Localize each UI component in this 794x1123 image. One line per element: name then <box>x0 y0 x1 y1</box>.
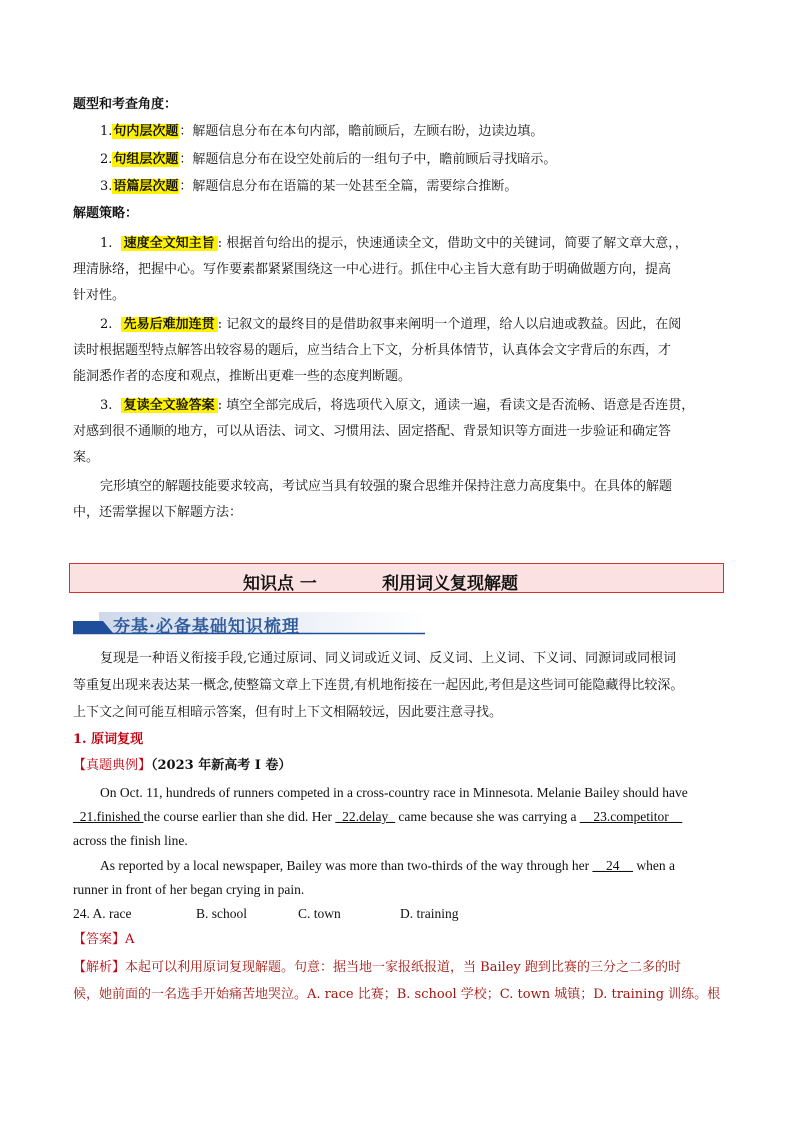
strategy-tag: 先易后难加连贯 <box>121 317 218 332</box>
closing-line-2: 中，还需掌握以下解题方法： <box>73 505 243 520</box>
strategy-num: 2. <box>100 317 113 332</box>
section-header <box>73 609 425 635</box>
strategy-3-line-2: 对感到很不通顺的地方，可以从语法、词文、习惯用法、固定搭配、背景知识等方面进一步验证和确定答 <box>73 424 672 439</box>
intro-line-2: 等重复出现来表达某一概念,使整篇文章上下连贯,有机地衔接在一起因此,考但是这些词可能隐藏得比较深。 <box>73 678 684 693</box>
strategy-2-line-3: 能洞悉作者的态度和观点，推断出更难一些的态度判断题。 <box>73 369 412 384</box>
type-num: 2. <box>100 152 113 167</box>
analysis-tag: 【解析】 <box>73 960 126 975</box>
type-text: ：解题信息分布在语篇的某一处甚至全篇，需要综合推断。 <box>179 179 518 194</box>
passage-line-3: across the finish line. <box>73 833 188 848</box>
strategy-text: : 填空全部完成后，将选项代入原文，通读一遍，看读文是否流畅、语意是否连贯， <box>217 398 695 413</box>
types-heading: 题型和考查角度： <box>73 97 178 112</box>
strategy-2-line-1 <box>100 317 681 333</box>
blank-22: _22.delay_ <box>335 809 396 824</box>
answer-tag: 【答案】 <box>73 932 126 947</box>
example-heading <box>73 758 291 774</box>
type-item-1 <box>100 124 543 140</box>
strategy-3-line-3: 案。 <box>73 450 100 465</box>
analysis-line-2: 候，她前面的一名选手开始痛苦地哭泣。A. race 比赛；B. school 学校；C. town 城镇；D. training 训练。根 <box>73 987 721 1002</box>
passage-text: when a <box>632 858 675 873</box>
closing-line-1: 完形填空的解题技能要求较高，考试应当具有较强的聚合思维并保持注意力高度集中。在具体的解题 <box>100 479 673 494</box>
passage-text: As reported by a local newspaper, Bailey was more than two-thirds of the way through her <box>100 858 593 873</box>
strategy-tag: 速度全文知主旨 <box>121 236 218 251</box>
blank-24: __24__ <box>592 858 633 873</box>
analysis-line-1 <box>73 960 681 976</box>
type-text: ：解题信息分布在本句内部，瞻前顾后，左顾右盼，边读边填。 <box>179 124 544 139</box>
type-item-2 <box>100 152 556 168</box>
type-num: 1. <box>100 124 113 139</box>
option-b: B. school <box>196 906 248 921</box>
example-tag: 【真题典例】 <box>73 758 152 773</box>
analysis-text: 本起可以利用原词复现解题。句意：据当地一家报纸报道，当 Bailey 跑到比赛的三分之二多的时 <box>125 960 681 975</box>
strategy-num: 1. <box>100 236 113 251</box>
passage-text: came because she was carrying a <box>395 809 580 824</box>
strategy-num: 3. <box>100 398 113 413</box>
passage-line-5: runner in front of her began crying in pain. <box>73 882 305 897</box>
blank-23: __23.competitor__ <box>579 809 683 824</box>
example-source: （2023 年新高考 I 卷） <box>151 758 292 773</box>
type-tag: 句组层次题 <box>113 152 179 167</box>
strategy-1-line-3: 针对性。 <box>73 288 126 303</box>
type-num: 3. <box>100 179 113 194</box>
strategy-text: : 记叙文的最终目的是借助叙事来阐明一个道理，给人以启迪或教益。因此，在阅 <box>217 317 682 332</box>
passage-line-2 <box>73 809 682 825</box>
intro-line-3: 上下文之间可能互相暗示答案，但有时上下文相隔较远，因此要注意寻找。 <box>73 705 503 720</box>
type-tag: 句内层次题 <box>113 124 179 139</box>
knowledge-point-banner <box>69 563 724 593</box>
section-title: 夯基·必备基础知识梳理 <box>113 617 300 637</box>
strategy-3-line-1 <box>100 398 694 414</box>
type-item-3 <box>100 179 517 195</box>
subheading-original-word: 1. 原词复现 <box>73 732 144 747</box>
intro-line-1: 复现是一种语义衔接手段,它通过原词、同义词或近义词、反义词、上义词、下义词、同源词或同根词 <box>100 651 677 666</box>
strategy-heading: 解题策略： <box>73 206 139 221</box>
blank-21: _21.finished <box>73 809 144 824</box>
answer-value: A <box>125 932 135 947</box>
banner-label: 知识点 一 <box>243 574 317 594</box>
passage-text: the course earlier than she did. Her <box>143 809 336 824</box>
strategy-1-line-1 <box>100 236 688 252</box>
strategy-text: : 根据首句给出的提示，快速通读全文，借助文中的关键词，简要了解文章大意，， <box>217 236 688 251</box>
option-c: C. town <box>298 906 341 921</box>
strategy-tag: 复读全文验答案 <box>121 398 218 413</box>
option-d: D. training <box>400 906 459 921</box>
answer-line <box>73 932 134 948</box>
type-text: ：解题信息分布在设空处前后的一组句子中，瞻前顾后寻找暗示。 <box>179 152 557 167</box>
passage-line-1: On Oct. 11, hundreds of runners competed in a cross-country race in Minnesota. Melanie Bailey should have <box>100 785 688 800</box>
type-tag: 语篇层次题 <box>113 179 179 194</box>
option-a: 24. A. race <box>73 906 132 921</box>
strategy-1-line-2: 理清脉络，把握中心。写作要素都紧紧围绕这一中心进行。抓住中心主旨大意有助于明确做题方向，提高 <box>73 262 672 277</box>
passage-line-4 <box>100 858 675 874</box>
strategy-2-line-2: 读时根据题型特点解答出较容易的题后，应当结合上下文，分析具体情节，认真体会文字背后的东西，才 <box>73 343 672 358</box>
banner-title: 利用词义复现解题 <box>382 574 518 594</box>
